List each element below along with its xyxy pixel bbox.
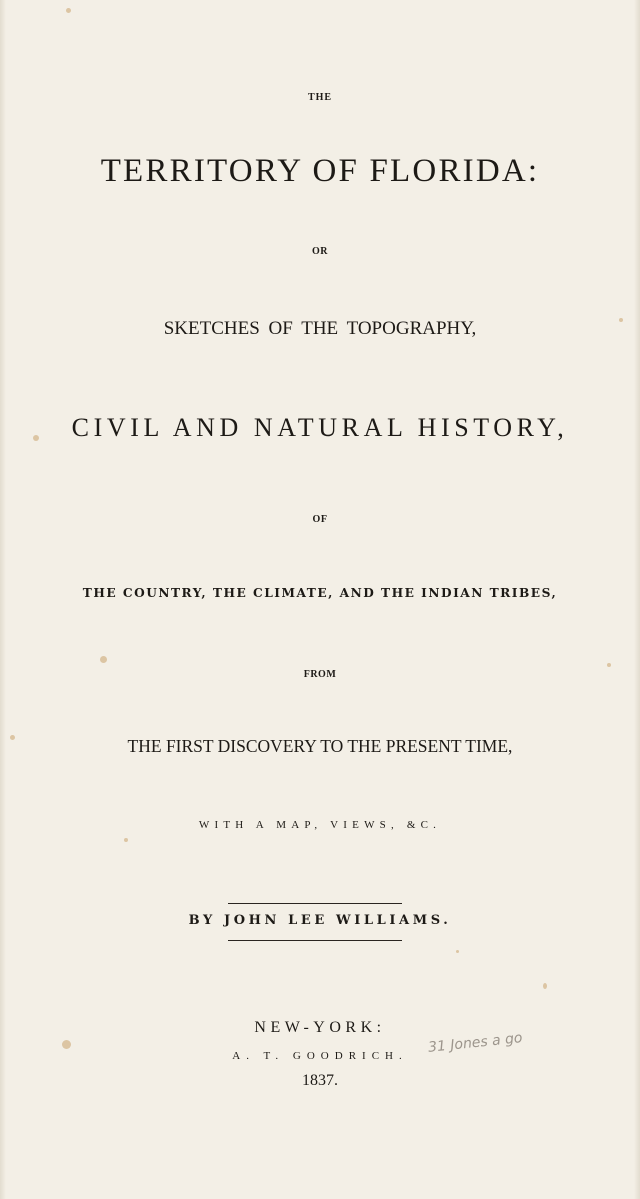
foxing-spot (456, 950, 459, 953)
subtitle-discovery: THE FIRST DISCOVERY TO THE PRESENT TIME, (127, 736, 513, 756)
subtitle-history: CIVIL AND NATURAL HISTORY, (71, 413, 569, 442)
from-label: FROM (303, 669, 337, 680)
publisher-name: A. T. GOODRICH. (232, 1050, 408, 1062)
the-label: THE (307, 92, 333, 103)
with-map-views: WITH A MAP, VIEWS, &C. (198, 819, 442, 831)
foxing-spot (62, 1040, 71, 1049)
publisher-city: NEW-YORK: (254, 1019, 386, 1036)
foxing-spot (124, 838, 128, 842)
author-rule-bottom (228, 940, 402, 941)
author: BY JOHN LEE WILLIAMS. (188, 913, 452, 928)
subtitle-topography: SKETCHES OF THE TOPOGRAPHY, (163, 318, 477, 339)
publication-year: 1837. (302, 1072, 338, 1089)
foxing-spot (543, 983, 547, 989)
foxing-spot (100, 656, 107, 663)
author-rule-top (228, 903, 402, 904)
main-title: TERRITORY OF FLORIDA: (100, 153, 540, 189)
foxing-spot (607, 663, 611, 667)
handwritten-pencil-note: 31 Jones a go (427, 1030, 524, 1056)
foxing-spot (66, 8, 71, 13)
of-label: OF (312, 514, 328, 525)
subtitle-country-climate-tribes: THE COUNTRY, THE CLIMATE, AND THE INDIAN TRIBES, (82, 586, 558, 600)
or-label: OR (312, 246, 328, 257)
